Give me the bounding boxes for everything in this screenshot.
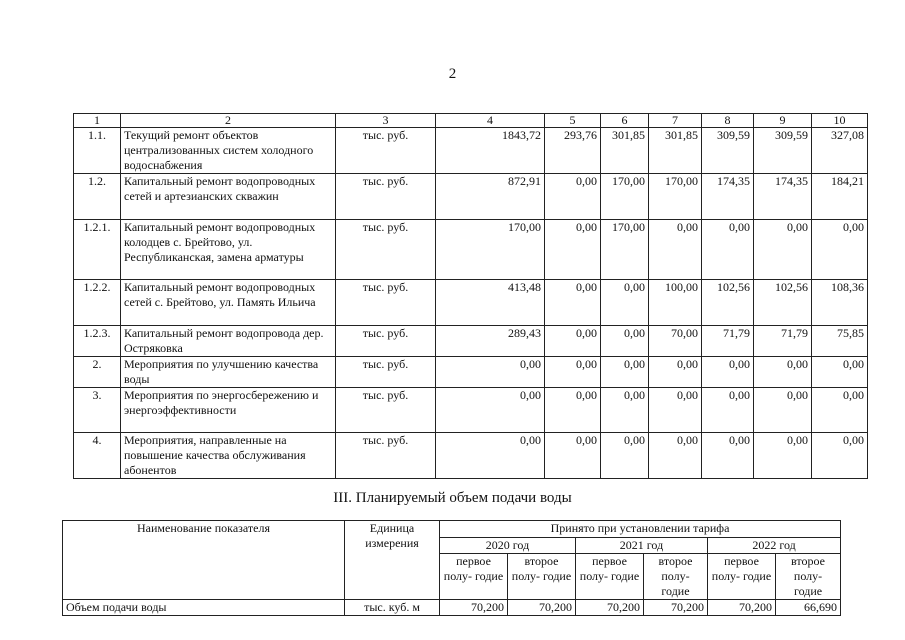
row-value: 0,00: [545, 280, 601, 326]
row-value: 0,00: [754, 433, 812, 479]
column-number-header: 8: [702, 114, 754, 128]
row-value: 174,35: [702, 174, 754, 220]
half-year-header: первое полу- годие: [440, 554, 508, 600]
header-row: [74, 114, 868, 128]
row-unit: тыс. руб.: [336, 388, 436, 433]
row-name: Капитальный ремонт водопроводных колодцев с. Брейтово, ул. Республиканская, замена арматуры: [121, 220, 336, 280]
half-year-header: второе полу- годие: [508, 554, 576, 600]
table-row: [74, 220, 868, 280]
col-accepted-header: Принято при установлении тарифа: [440, 521, 841, 538]
table-row: [74, 174, 868, 220]
row-value: 108,36: [812, 280, 868, 326]
row-unit: тыс. руб.: [336, 280, 436, 326]
row-name: Капитальный ремонт водопроводных сетей с. Брейтово, ул. Память Ильича: [121, 280, 336, 326]
row-number: 4.: [74, 433, 121, 479]
row-number: 2.: [74, 357, 121, 388]
row-value: 0,00: [702, 357, 754, 388]
table-row: [74, 326, 868, 357]
row-value: 413,48: [436, 280, 545, 326]
row-name: Мероприятия по энергосбережению и энергоэффективности: [121, 388, 336, 433]
half-year-header: первое полу- годие: [576, 554, 644, 600]
row-value: 75,85: [812, 326, 868, 357]
half-year-header: первое полу- годие: [708, 554, 776, 600]
row-value: 0,00: [812, 388, 868, 433]
column-number-header: 4: [436, 114, 545, 128]
water-volume-table: [62, 520, 841, 616]
row-value: 872,91: [436, 174, 545, 220]
row-name: Мероприятия, направленные на повышение качества обслуживания абонентов: [121, 433, 336, 479]
row-value: 0,00: [812, 357, 868, 388]
row-value: 0,00: [601, 280, 649, 326]
indicator-value: 70,200: [508, 600, 576, 616]
year-header: 2022 год: [708, 538, 841, 554]
row-value: 71,79: [754, 326, 812, 357]
column-number-header: 10: [812, 114, 868, 128]
row-value: 0,00: [436, 357, 545, 388]
half-year-header: второе полу- годие: [776, 554, 841, 600]
row-value: 71,79: [702, 326, 754, 357]
row-value: 0,00: [545, 357, 601, 388]
table-row: [74, 388, 868, 433]
row-number: 1.2.1.: [74, 220, 121, 280]
row-unit: тыс. руб.: [336, 326, 436, 357]
row-name: Капитальный ремонт водопровода дер. Остряковка: [121, 326, 336, 357]
row-number: 3.: [74, 388, 121, 433]
column-number-header: 3: [336, 114, 436, 128]
column-number-header: 2: [121, 114, 336, 128]
row-unit: тыс. руб.: [336, 174, 436, 220]
column-number-header: 5: [545, 114, 601, 128]
row-unit: тыс. руб.: [336, 128, 436, 174]
measures-table: [73, 113, 868, 479]
section-title: III. Планируемый объем подачи воды: [333, 490, 572, 506]
row-value: 170,00: [649, 174, 702, 220]
row-name: Капитальный ремонт водопроводных сетей и артезианских скважин: [121, 174, 336, 220]
row-value: 289,43: [436, 326, 545, 357]
col-unit-header: Единица измерения: [345, 521, 440, 600]
row-value: 170,00: [601, 220, 649, 280]
table-row: [74, 357, 868, 388]
row-value: 309,59: [702, 128, 754, 174]
row-value: 0,00: [601, 326, 649, 357]
row-value: 0,00: [702, 388, 754, 433]
row-value: 0,00: [649, 220, 702, 280]
row-value: 70,00: [649, 326, 702, 357]
indicator-value: 70,200: [644, 600, 708, 616]
table-row: [74, 433, 868, 479]
row-value: 0,00: [545, 388, 601, 433]
column-number-header: 1: [74, 114, 121, 128]
row-value: 0,00: [436, 388, 545, 433]
row-value: 102,56: [702, 280, 754, 326]
indicator-value: 70,200: [440, 600, 508, 616]
row-number: 1.2.: [74, 174, 121, 220]
row-value: 0,00: [601, 357, 649, 388]
row-name: Текущий ремонт объектов централизованных систем холодного водоснабжения: [121, 128, 336, 174]
row-value: 0,00: [754, 357, 812, 388]
row-value: 293,76: [545, 128, 601, 174]
row-value: 184,21: [812, 174, 868, 220]
row-value: 0,00: [436, 433, 545, 479]
indicator-value: 70,200: [576, 600, 644, 616]
row-value: 0,00: [754, 388, 812, 433]
column-number-header: 7: [649, 114, 702, 128]
row-unit: тыс. руб.: [336, 220, 436, 280]
page-number: 2: [448, 66, 457, 82]
indicator-value: 70,200: [708, 600, 776, 616]
half-year-header: второе полу- годие: [644, 554, 708, 600]
column-number-header: 6: [601, 114, 649, 128]
row-value: 0,00: [754, 220, 812, 280]
column-number-header: 9: [754, 114, 812, 128]
row-value: 0,00: [702, 220, 754, 280]
row-value: 0,00: [601, 433, 649, 479]
row-value: 301,85: [649, 128, 702, 174]
row-value: 0,00: [601, 388, 649, 433]
col-name-header: Наименование показателя: [63, 521, 345, 600]
row-value: 0,00: [545, 326, 601, 357]
row-value: 0,00: [812, 220, 868, 280]
table-row: [74, 280, 868, 326]
row-name: Мероприятия по улучшению качества воды: [121, 357, 336, 388]
row-number: 1.1.: [74, 128, 121, 174]
indicator-unit: тыс. куб. м: [345, 600, 440, 616]
row-value: 100,00: [649, 280, 702, 326]
indicator-value: 66,690: [776, 600, 841, 616]
row-value: 309,59: [754, 128, 812, 174]
row-number: 1.2.2.: [74, 280, 121, 326]
row-value: 327,08: [812, 128, 868, 174]
indicator-name: Объем подачи воды: [63, 600, 345, 616]
row-value: 0,00: [649, 388, 702, 433]
year-header: 2020 год: [440, 538, 576, 554]
year-header: 2021 год: [576, 538, 708, 554]
row-value: 170,00: [601, 174, 649, 220]
row-value: 0,00: [649, 357, 702, 388]
row-value: 301,85: [601, 128, 649, 174]
row-value: 174,35: [754, 174, 812, 220]
row-value: 0,00: [545, 433, 601, 479]
table-row: [74, 128, 868, 174]
row-value: 0,00: [545, 220, 601, 280]
row-value: 0,00: [545, 174, 601, 220]
row-value: 0,00: [812, 433, 868, 479]
row-value: 1843,72: [436, 128, 545, 174]
row-value: 0,00: [649, 433, 702, 479]
row-value: 170,00: [436, 220, 545, 280]
row-number: 1.2.3.: [74, 326, 121, 357]
row-unit: тыс. руб.: [336, 433, 436, 479]
row-unit: тыс. руб.: [336, 357, 436, 388]
row-value: 0,00: [702, 433, 754, 479]
row-value: 102,56: [754, 280, 812, 326]
